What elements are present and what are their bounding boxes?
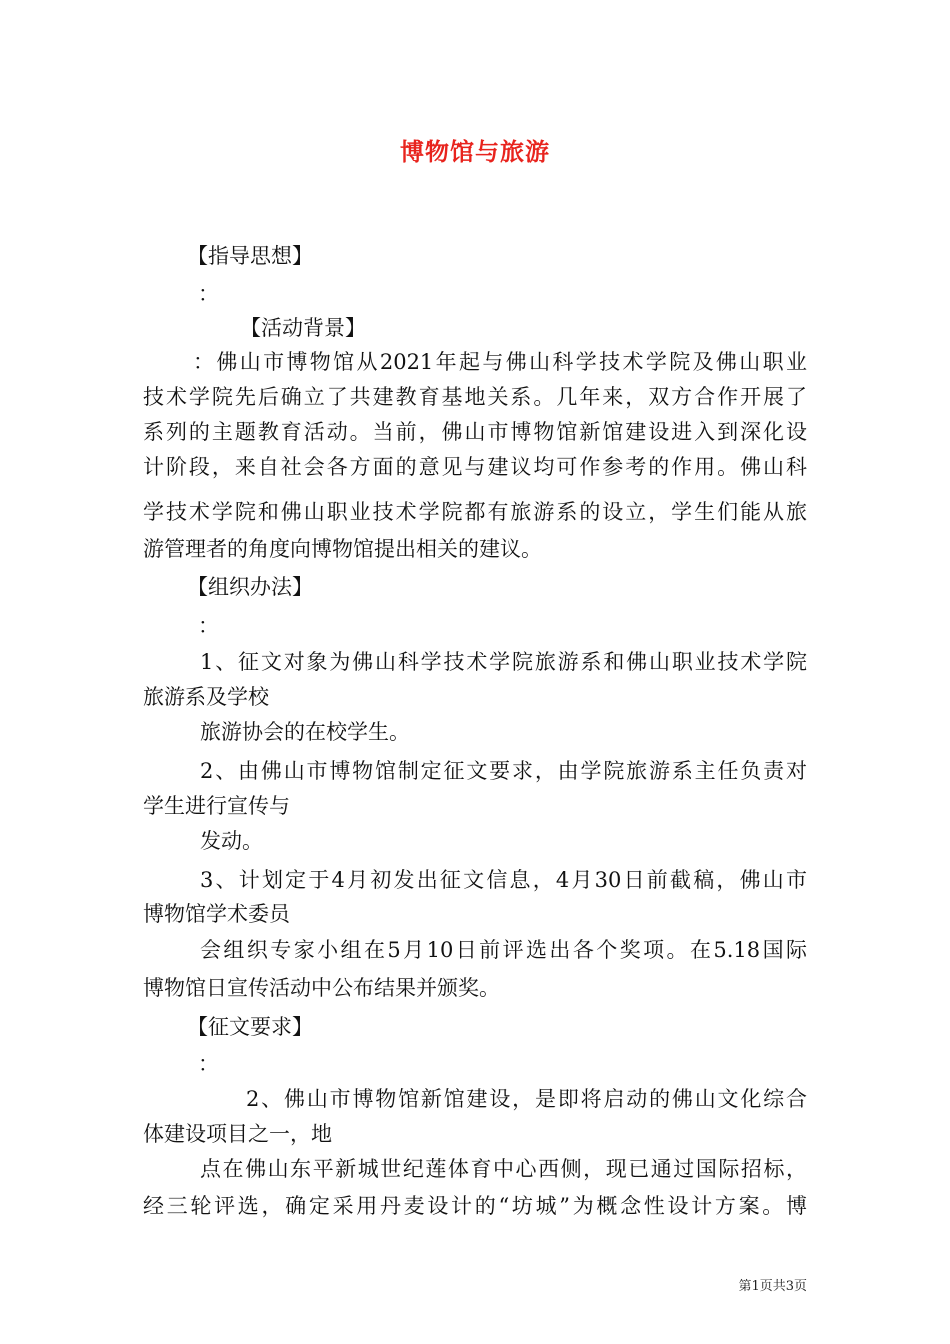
section-heading-background: 【活动背景】 <box>240 316 366 340</box>
paragraph-line: 会组织专家小组在5月10日前评选出各个奖项。在5.18国际 <box>200 938 807 962</box>
paragraph-line: 旅游系及学校 <box>143 685 269 709</box>
section-heading-requirements: 【征文要求】 <box>187 1015 313 1039</box>
paragraph-line: 学技术学院和佛山职业技术学院都有旅游系的设立，学生们能从旅 <box>143 500 807 524</box>
paragraph-line: 技术学院先后确立了共建教育基地关系。几年来，双方合作开展了 <box>143 385 807 409</box>
paragraph-line: 2、佛山市博物馆新馆建设，是即将启动的佛山文化综合 <box>246 1087 807 1111</box>
paragraph-line: 系列的主题教育活动。当前，佛山市博物馆新馆建设进入到深化设 <box>143 420 807 444</box>
paragraph-line: 博物馆学术委员 <box>143 902 290 926</box>
paragraph-line: 学生进行宣传与 <box>143 794 290 818</box>
page-number: 第1页共3页 <box>738 1279 807 1294</box>
paragraph-line: 经三轮评选，确定采用丹麦设计的“坊城”为概念性设计方案。博 <box>143 1194 807 1218</box>
colon-line: ： <box>198 1052 219 1076</box>
colon-line: ： <box>198 282 219 306</box>
paragraph-line: 计阶段，来自社会各方面的意见与建议均可作参考的作用。佛山科 <box>143 455 807 479</box>
paragraph-line: 2、由佛山市博物馆制定征文要求，由学院旅游系主任负责对 <box>200 759 807 783</box>
paragraph-line: 旅游协会的在校学生。 <box>200 720 410 744</box>
page-title: 博物馆与旅游 <box>400 137 550 166</box>
paragraph-line: ：佛山市博物馆从2021年起与佛山科学技术学院及佛山职业 <box>193 350 807 374</box>
section-heading-guiding-thought: 【指导思想】 <box>187 244 313 268</box>
section-heading-organization: 【组织办法】 <box>187 575 313 599</box>
paragraph-line: 点在佛山东平新城世纪莲体育中心西侧，现已通过国际招标， <box>200 1157 807 1181</box>
colon-line: ： <box>198 614 219 638</box>
paragraph-line: 发动。 <box>200 829 263 853</box>
paragraph-line: 博物馆日宣传活动中公布结果并颁奖。 <box>143 976 500 1000</box>
paragraph-line: 游管理者的角度向博物馆提出相关的建议。 <box>143 537 542 561</box>
paragraph-line: 1、征文对象为佛山科学技术学院旅游系和佛山职业技术学院 <box>200 650 807 674</box>
paragraph-line: 体建设项目之一，地 <box>143 1122 332 1146</box>
paragraph-line: 3、计划定于4月初发出征文信息，4月30日前截稿，佛山市 <box>200 868 807 892</box>
